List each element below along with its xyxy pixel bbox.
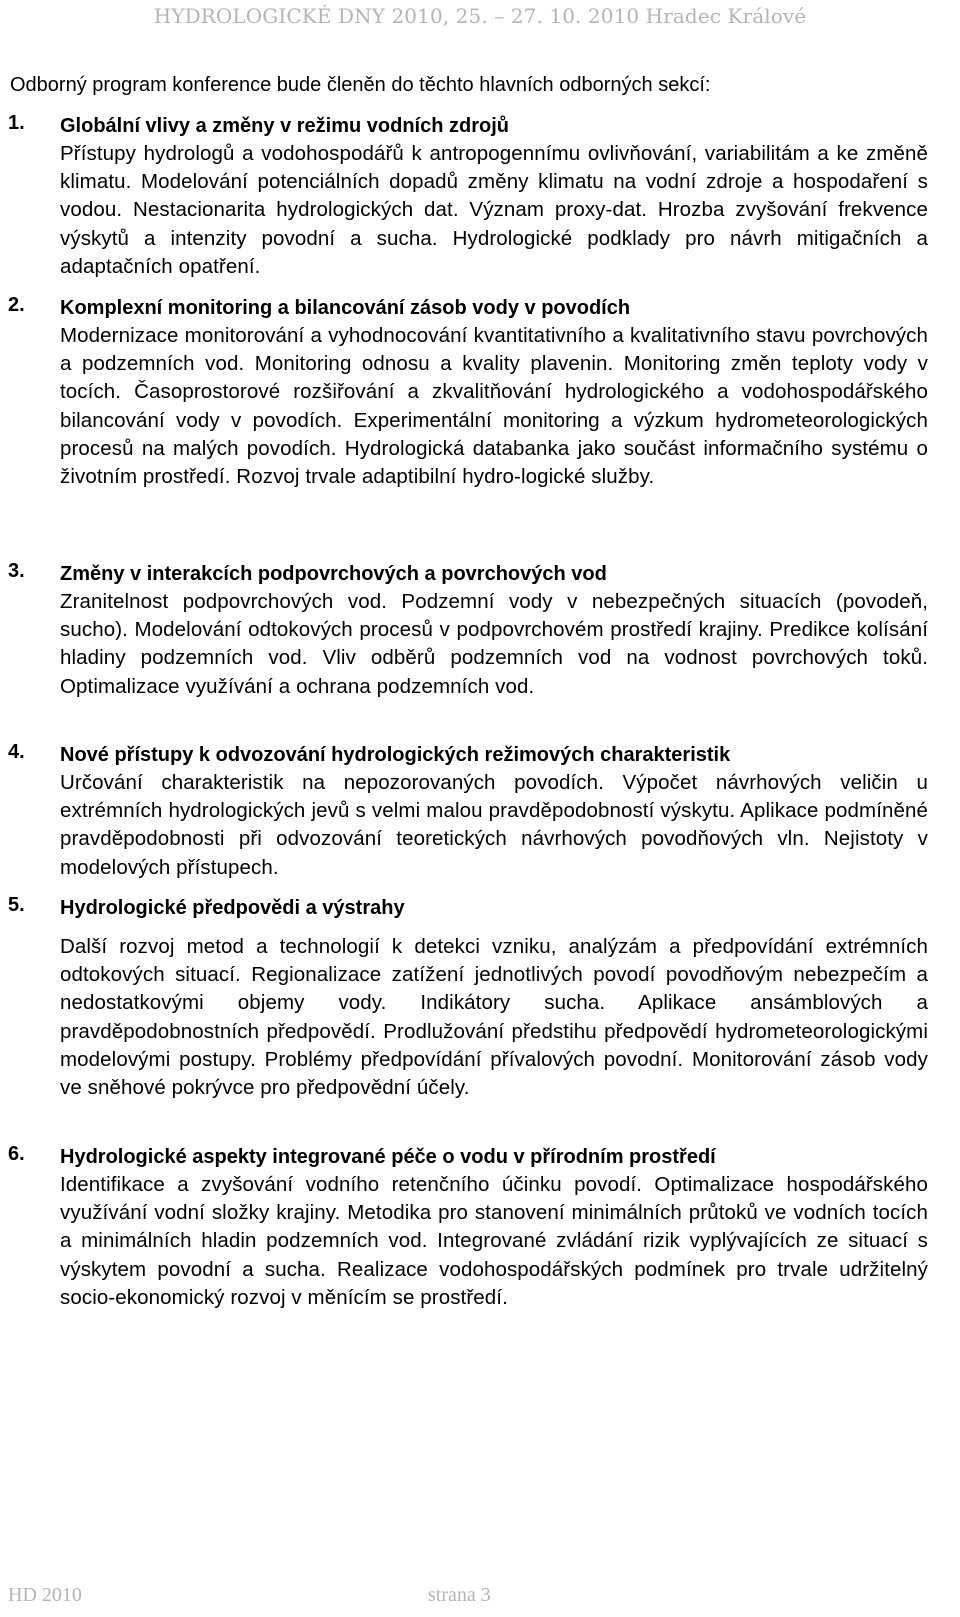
section-body: Zranitelnost podpovrchových vod. Podzemní vody v nebezpečných situacích (povodeň, sucho). Modelování odtokových procesů v podpovrchovém prostředí krajiny. Predikce kolísání hladiny podzemních vod. Vliv odběrů podzemních vod na vodnost povrchových toků. Optimalizace využívání a ochrana podzemních vod.: [60, 590, 928, 698]
section-title: Hydrologické aspekty integrované péče o vodu v přírodním prostředí: [60, 1146, 716, 1168]
section-number: 5.: [8, 894, 25, 916]
section-title: Globální vlivy a změny v režimu vodních zdrojů: [60, 115, 509, 137]
section-body: Identifikace a zvyšování vodního retenčního účinku povodí. Optimalizace hospodářského využívání vodní složky krajiny. Metodika pro stanovení minimálních průtoků ve vodních tocích a minimálních hladin podzemních vod. Integrované zvládání rizik vyplývajících ze situací s výskytem povodní a sucha. Realizace vodohospodářských podmínek pro trvale udržitelný socio-ekonomický rozvoj v měnícím se prostředí.: [60, 1173, 928, 1309]
section-body: Modernizace monitorování a vyhodnocování kvantitativního a kvalitativního stavu povrchových a podzemních vod. Monitoring odnosu a kvality plavenin. Monitoring změn teploty vody v tocích. Časoprostorové rozšiřování a zkvalitňování hydrologického a vodohospodářského bilancování vody v povodích. Experimentální monitoring a výzkum hydrometeorologických procesů na malých povodích. Hydrologická databanka jako součást informačního systému o životním prostředí. Rozvoj trvale adaptibilní hydro-logické služby.: [60, 324, 928, 489]
section-number: 6.: [8, 1143, 25, 1165]
section-title: Změny v interakcích podpovrchových a povrchových vod: [60, 563, 607, 585]
section-number: 2.: [8, 294, 25, 316]
section-title: Komplexní monitoring a bilancování zásob vody v povodích: [60, 297, 631, 319]
section-number: 1.: [8, 112, 25, 134]
footer-left: HD 2010: [8, 1584, 82, 1606]
section-number: 4.: [8, 741, 25, 763]
page-header: HYDROLOGICKÉ DNY 2010, 25. – 27. 10. 2010 Hradec Králové: [153, 4, 807, 28]
section-body: Další rozvoj metod a technologií k detekci vzniku, analýzám a předpovídání extrémních odtokových situací. Regionalizace zatížení jednotlivých povodí povodňovým nebezpečím a nedostatkovými objemy vody. Indikátory sucha. Aplikace ansámblových a pravděpodobnostních předpovědí. Prodlužování předstihu předpovědí hydrometeorologickými modelovými postupy. Problémy předpovídání přívalových povodní. Monitorování zásob vody ve sněhové pokrývce pro předpovědní účely.: [60, 935, 928, 1100]
section-body: Přístupy hydrologů a vodohospodářů k antropogennímu ovlivňování, variabilitám a ke změně klimatu. Modelování potenciálních dopadů změny klimatu na vodní zdroje a hospodaření s vodou. Nestacionarita hydrologických dat. Význam proxy-dat. Hrozba zvyšování frekvence výskytů a intenzity povodní a sucha. Hydrologické podklady pro návrh mitigačních a adaptačních opatření.: [60, 142, 928, 278]
page-number: strana 3: [428, 1584, 491, 1606]
section-body: Určování charakteristik na nepozorovaných povodích. Výpočet návrhových veličin u extrémních hydrologických jevů s velmi malou pravděpodobností výskytu. Aplikace podmíněné pravděpodobnosti při odvozování teoretických návrhových povodňových vln. Nejistoty v modelových přístupech.: [60, 771, 928, 879]
intro-text: Odborný program konference bude členěn do těchto hlavních odborných sekcí:: [10, 74, 711, 96]
section-number: 3.: [8, 560, 25, 582]
section-title: Nové přístupy k odvozování hydrologických režimových charakteristik: [60, 744, 731, 766]
section-title: Hydrologické předpovědi a výstrahy: [60, 897, 405, 919]
